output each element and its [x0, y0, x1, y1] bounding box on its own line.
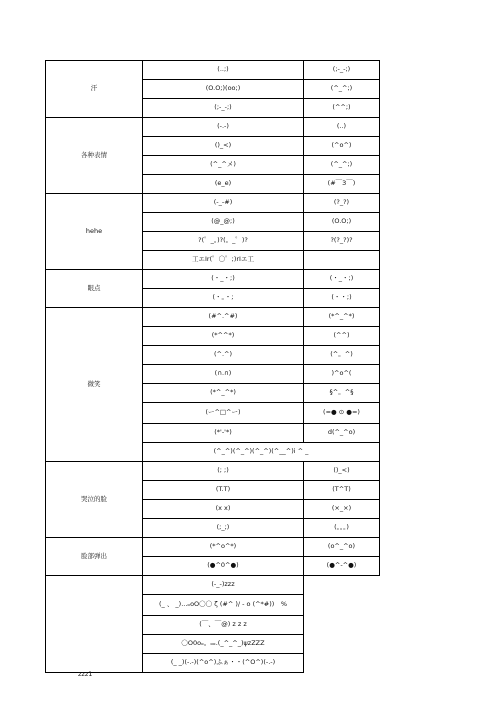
emoticon-cell[interactable]: (; ;) — [143, 462, 304, 481]
emoticon-cell[interactable]: (・・;) — [304, 289, 380, 308]
emoticon-cell[interactable]: (;-_-;) — [304, 61, 380, 80]
emoticon-cell[interactable]: (o^_^o) — [304, 538, 380, 557]
emoticon-cell[interactable]: (=● ⊙ ●=) — [304, 403, 380, 424]
table-row — [46, 270, 380, 289]
emoticon-cell[interactable]: (^^) — [304, 327, 380, 346]
category-cell: 脸部弹出 — [46, 538, 143, 576]
category-cell: 眼点 — [46, 270, 143, 308]
category-cell: 各种表情 — [46, 118, 143, 194]
emoticon-cell[interactable]: (^。^) — [304, 346, 380, 365]
emoticon-cell[interactable]: §^。^§ — [304, 384, 380, 403]
emoticon-cell[interactable]: (O.O;) — [304, 213, 380, 232]
emoticon-cell[interactable]: ()_<) — [143, 137, 304, 156]
category-cell: hehe — [46, 194, 143, 270]
emoticon-cell[interactable]: (^_^;) — [304, 80, 380, 99]
emoticon-cell[interactable]: (-_-#) — [143, 194, 304, 213]
emoticon-cell[interactable]: (#^.^#) — [143, 308, 304, 327]
empty-cell[interactable] — [304, 251, 380, 270]
table-row — [46, 118, 380, 137]
emoticon-cell[interactable]: (*^^*) — [143, 327, 304, 346]
emoticon-cell[interactable]: (-_-)zzz — [143, 576, 304, 595]
emoticon-cell[interactable]: (..) — [304, 118, 380, 137]
emoticon-cell[interactable]: (-.-) — [143, 118, 304, 137]
emoticon-cell[interactable]: (^_^メ) — [143, 156, 304, 175]
emoticon-cell[interactable]: (^_^)(^_^)(^_^)(^__^)i ^ _ — [143, 443, 380, 462]
emoticon-cell[interactable]: (^^;) — [304, 99, 380, 118]
emoticon-cell[interactable]: (e_e) — [143, 175, 304, 194]
emoticon-table — [45, 60, 380, 678]
table-row — [46, 538, 380, 557]
emoticon-cell[interactable]: (?_?) — [304, 194, 380, 213]
emoticon-cell[interactable]: (∩.∩) — [143, 365, 304, 384]
emoticon-cell[interactable]: (・_・;) — [304, 270, 380, 289]
table-row — [46, 462, 380, 481]
table-row — [46, 576, 380, 595]
emoticon-cell[interactable]: (;-_-;) — [143, 99, 304, 118]
emoticon-cell[interactable]: 工エIr(゜〇゜;)rIエ工 — [143, 251, 304, 270]
emoticon-cell[interactable]: (*^o^*) — [143, 538, 304, 557]
table-row — [46, 308, 380, 327]
emoticon-cell[interactable]: (。。。) — [304, 519, 380, 538]
category-cell — [46, 576, 143, 678]
emoticon-cell[interactable]: (@_@;) — [143, 213, 304, 232]
emoticon-cell[interactable]: ?(?_?)? — [304, 232, 380, 251]
emoticon-cell[interactable]: (O.O;)(oo;) — [143, 80, 304, 99]
emoticon-cell[interactable]: (^o^) — [304, 137, 380, 156]
emoticon-cell[interactable]: (T.T) — [143, 481, 304, 500]
emoticon-cell[interactable]: (_ _)(-.-)(^o^)ふぁ・・(^O^)(-.-) — [143, 654, 304, 673]
emoticon-cell[interactable]: )^o^( — [304, 365, 380, 384]
emoticon-cell[interactable]: (^.^) — [143, 346, 304, 365]
category-cell: 哭泣的脸 — [46, 462, 143, 538]
emoticon-cell[interactable]: ?(゜_。)?(。_゜)? — [143, 232, 304, 251]
emoticon-cell[interactable]: (_ 、 _)...ₒoO〇〇 ζ (#^ )/ - ο (^*#)) % — [143, 595, 304, 616]
emoticon-cell[interactable]: (;_;) — [143, 519, 304, 538]
emoticon-cell[interactable]: (・_・;) — [143, 270, 304, 289]
emoticon-cell[interactable]: 〇O0oₒ。ₒₒ.(_^_^_)ψzZZZ — [143, 635, 304, 654]
table-row — [46, 61, 380, 80]
table-row — [46, 194, 380, 213]
emoticon-cell[interactable]: (..;) — [143, 61, 304, 80]
category-cell: 汗 — [46, 61, 143, 118]
emoticon-cell[interactable]: (ー^□^ー) — [143, 403, 304, 424]
emoticon-cell[interactable]: (●^0^●) — [143, 557, 304, 576]
emoticon-cell[interactable]: (*'-'*) — [143, 424, 304, 443]
emoticon-cell[interactable]: (#￣3￣) — [304, 175, 380, 194]
emoticon-cell[interactable]: (*^_^*) — [143, 384, 304, 403]
emoticon-cell[interactable]: (●^-^●) — [304, 557, 380, 576]
emoticon-cell[interactable]: ()_<) — [304, 462, 380, 481]
category-cell: 微笑 — [46, 308, 143, 462]
emoticon-cell[interactable]: (T^T) — [304, 481, 380, 500]
emoticon-cell[interactable]: (x x) — [143, 500, 304, 519]
emoticon-cell[interactable]: (￣、￣@) z z z — [143, 616, 304, 635]
emoticon-cell[interactable]: d(^_^o) — [304, 424, 380, 443]
category-label: zzz1 — [78, 669, 93, 678]
empty-cell — [304, 576, 380, 673]
emoticon-cell[interactable]: (・。・; — [143, 289, 304, 308]
emoticon-cell[interactable]: (*^_^*) — [304, 308, 380, 327]
emoticon-cell[interactable]: (×_×) — [304, 500, 380, 519]
emoticon-cell[interactable]: (^_^;) — [304, 156, 380, 175]
